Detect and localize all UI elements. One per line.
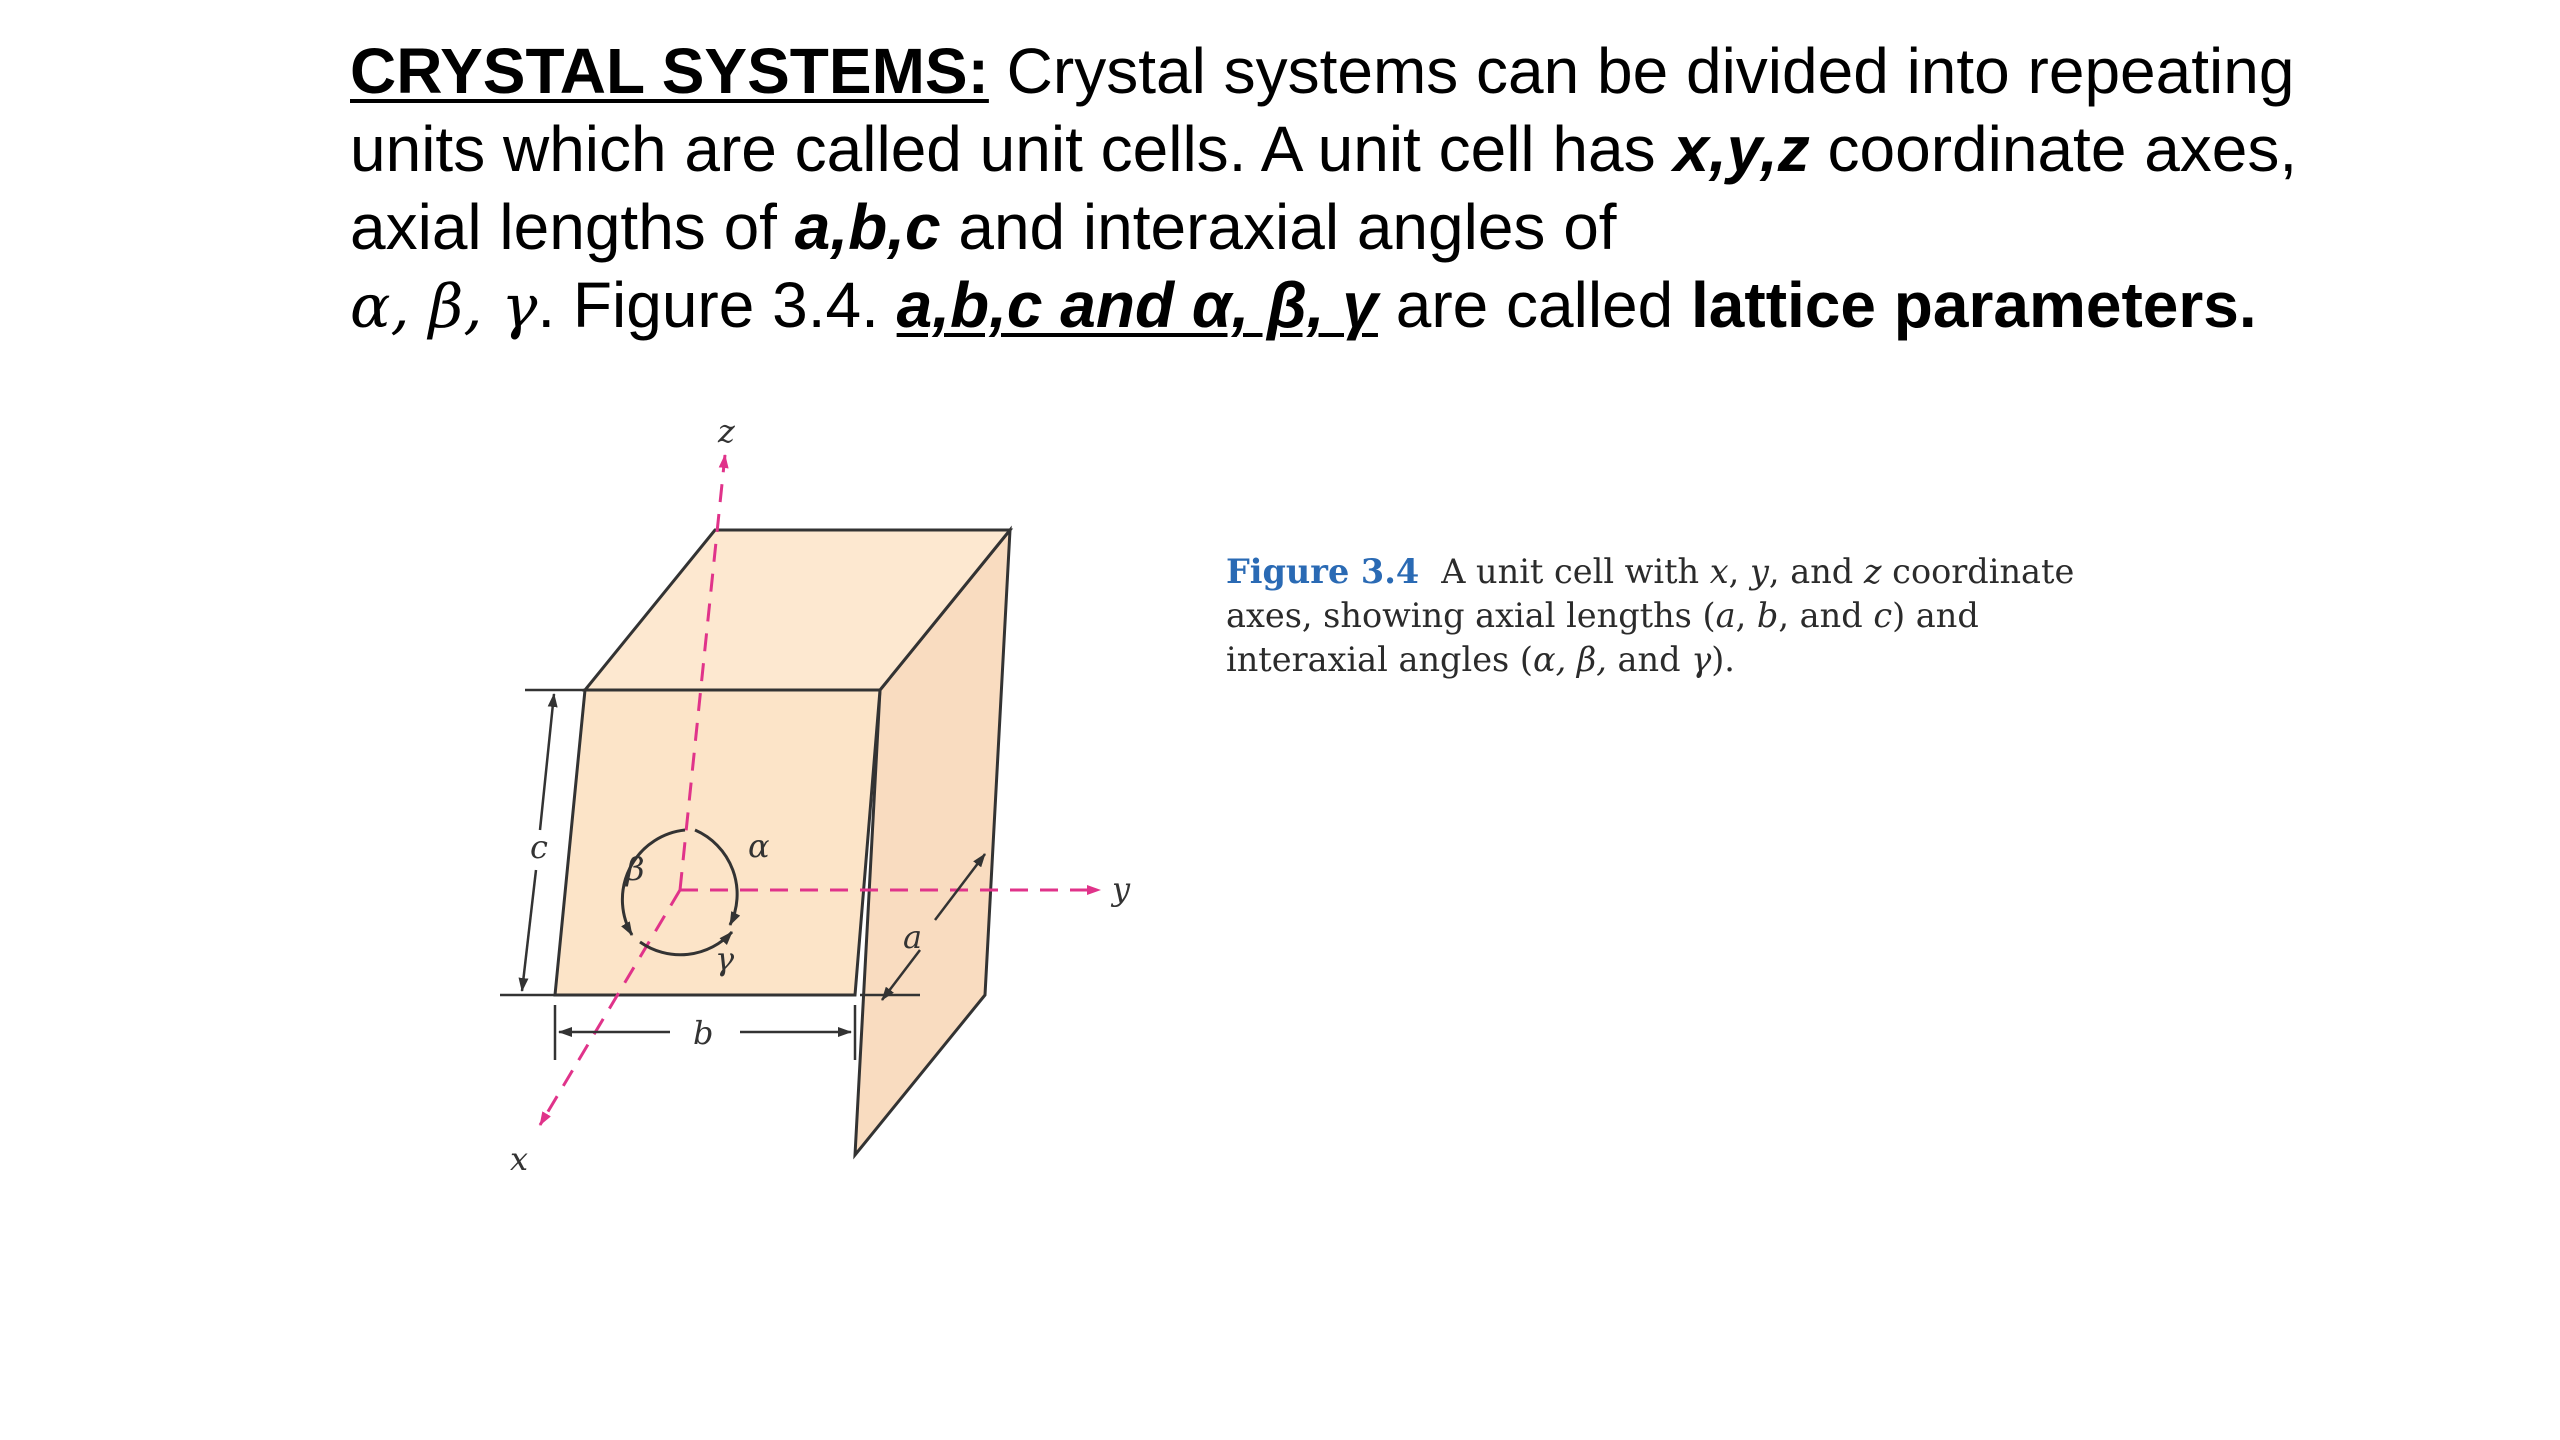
caption-a: a	[1715, 596, 1736, 635]
caption-text-5: ,	[1735, 596, 1757, 635]
alpha-label: α	[748, 827, 770, 865]
beta-label: β	[626, 850, 645, 888]
caption-x: x	[1709, 552, 1729, 591]
z-axis-label: z	[718, 412, 735, 450]
c-dimension-arrow-down	[522, 870, 536, 991]
text-run-1: Crystal systems can be divided into repeating units which are called unit cells. A unit cell has	[350, 35, 2295, 185]
caption-text-4: coordinate axes, showing axial lengths (	[1226, 552, 2075, 635]
caption-text-6: , and	[1778, 596, 1874, 635]
caption-figure-label: Figure 3.4	[1226, 552, 1420, 591]
caption-c: c	[1873, 596, 1893, 635]
b-dimension-label: b	[693, 1014, 714, 1052]
caption-y: y	[1749, 552, 1769, 591]
caption-text-8: and	[1606, 640, 1692, 679]
lattice-term: a,b,c and α, β, γ	[896, 269, 1378, 341]
y-axis-label: y	[1112, 870, 1131, 908]
text-run-5: are called	[1377, 269, 1692, 341]
caption-text-9: ).	[1711, 640, 1735, 679]
axes-term: x,y,z	[1673, 113, 1810, 185]
unit-cell-figure	[480, 412, 1180, 1230]
figure-caption	[1226, 550, 2106, 682]
caption-text-2: ,	[1728, 552, 1750, 591]
caption-text-1: A unit cell with	[1441, 552, 1710, 591]
a-dimension-label: a	[903, 918, 923, 956]
lengths-term: a,b,c	[794, 191, 941, 263]
lattice-parameters-term: lattice parameters.	[1691, 269, 2257, 341]
caption-text-7: ) and interaxial angles (	[1226, 596, 1979, 679]
text-run-4: . Figure 3.4.	[537, 269, 897, 341]
caption-b: b	[1756, 596, 1779, 635]
c-dimension-label: c	[530, 828, 548, 866]
x-axis-label: x	[510, 1140, 529, 1178]
unit-cell-diagram	[480, 412, 1180, 1230]
text-run-2: coordinate axes, axial lengths of	[350, 113, 2298, 263]
caption-text-3: , and	[1768, 552, 1864, 591]
section-heading: CRYSTAL SYSTEMS:	[350, 35, 989, 107]
c-dimension-arrow-up	[540, 694, 554, 830]
caption-greek: α, β,	[1532, 640, 1607, 679]
caption-gamma: γ	[1691, 640, 1712, 679]
text-run-3: and interaxial angles of	[940, 191, 1617, 263]
angles-greek: α, β, γ	[350, 272, 538, 342]
gamma-label: γ	[715, 940, 735, 978]
caption-z: z	[1863, 552, 1882, 591]
body-text	[350, 32, 2350, 346]
